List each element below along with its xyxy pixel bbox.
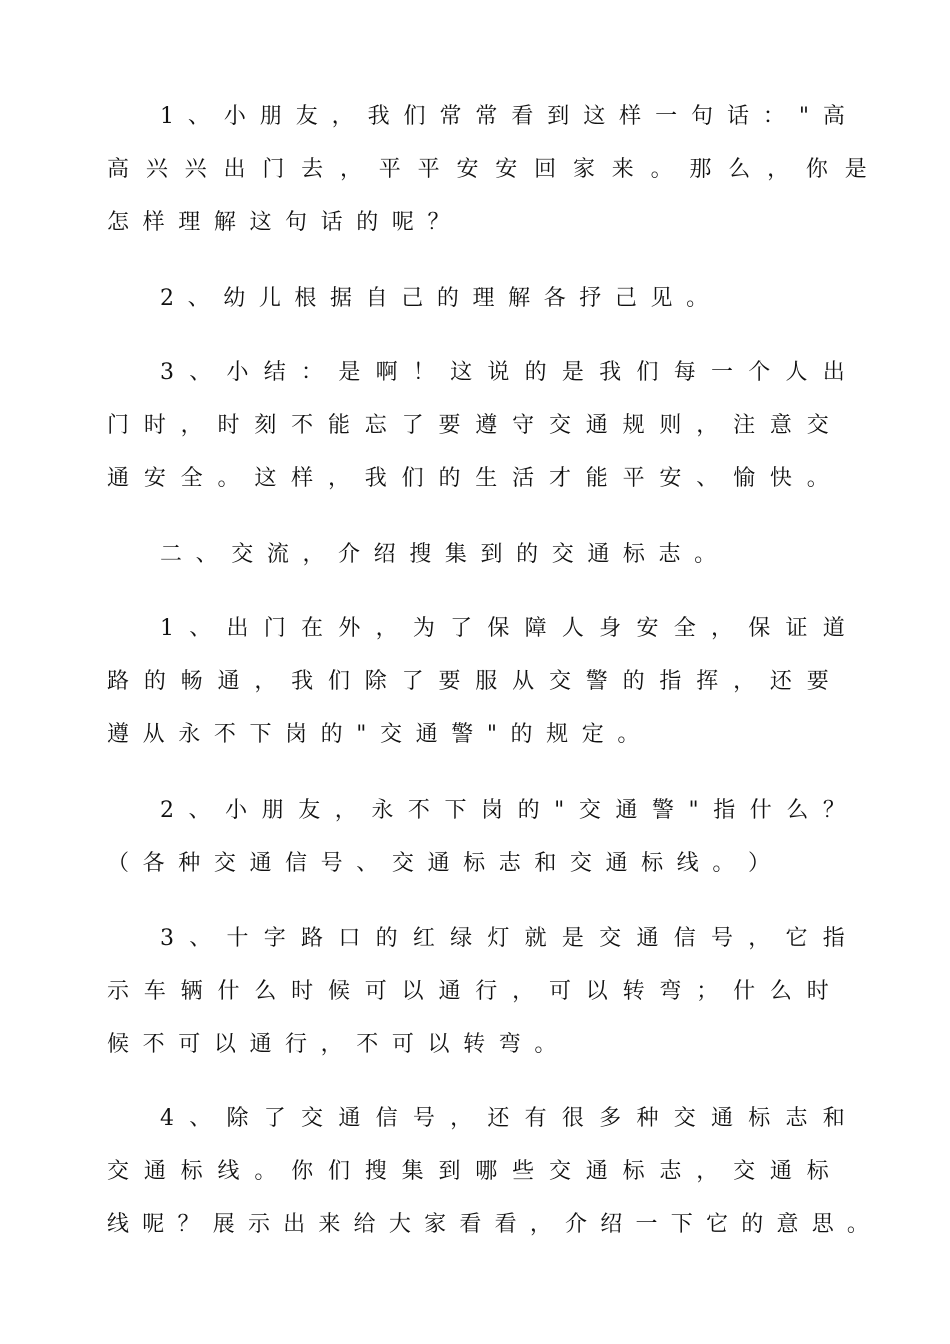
paragraph-1-line-2: 高 兴 兴 出 门 去 ， 平 平 安 安 回 家 来 。 那 么 ， 你 是	[107, 157, 867, 182]
paragraph-2-line-1: 2 、 幼 儿 根 据 自 己 的 理 解 各 抒 己 见 。	[160, 286, 709, 311]
section-heading-2: 二 、 交 流 ， 介 绍 搜 集 到 的 交 通 标 志 。	[160, 542, 717, 567]
paragraph-6-line-2: （ 各 种 交 通 信 号 、 交 通 标 志 和 交 通 标 线 。 ）	[107, 851, 770, 876]
paragraph-3-line-3: 通 安 全 。 这 样 ， 我 们 的 生 活 才 能 平 安 、 愉 快 。	[107, 466, 829, 491]
paragraph-3-line-2: 门 时 ， 时 刻 不 能 忘 了 要 遵 守 交 通 规 则 ， 注 意 交	[107, 413, 829, 438]
paragraph-8-line-2: 交 通 标 线 。 你 们 搜 集 到 哪 些 交 通 标 志 ， 交 通 标	[107, 1159, 829, 1184]
paragraph-7-line-2: 示 车 辆 什 么 时 候 可 以 通 行 ， 可 以 转 弯 ； 什 么 时	[107, 979, 829, 1004]
paragraph-3-line-1: 3 、 小 结 ： 是 啊 ！ 这 说 的 是 我 们 每 一 个 人 出	[160, 360, 845, 385]
paragraph-8-line-1: 4 、 除 了 交 通 信 号 ， 还 有 很 多 种 交 通 标 志 和	[160, 1106, 845, 1131]
paragraph-7-line-1: 3 、 十 字 路 口 的 红 绿 灯 就 是 交 通 信 号 ， 它 指	[160, 926, 845, 951]
paragraph-8-line-3: 线 呢 ？ 展 示 出 来 给 大 家 看 看 ， 介 绍 一 下 它 的 意 思 。	[107, 1212, 869, 1237]
paragraph-5-line-1: 1 、 出 门 在 外 ， 为 了 保 障 人 身 安 全 ， 保 证 道	[160, 616, 845, 641]
paragraph-5-line-2: 路 的 畅 通 ， 我 们 除 了 要 服 从 交 警 的 指 挥 ， 还 要	[107, 669, 829, 694]
paragraph-6-line-1: 2 、 小 朋 友 ， 永 不 下 岗 的 " 交 通 警 " 指 什 么 ？	[160, 798, 845, 823]
paragraph-1-line-3: 怎 样 理 解 这 句 话 的 呢 ？	[107, 210, 450, 235]
paragraph-1-line-1: 1 、 小 朋 友 ， 我 们 常 常 看 到 这 样 一 句 话 ： " 高	[160, 104, 845, 129]
paragraph-7-line-3: 候 不 可 以 通 行 ， 不 可 以 转 弯 。	[107, 1032, 557, 1057]
paragraph-5-line-3: 遵 从 永 不 下 岗 的 " 交 通 警 " 的 规 定 。	[107, 722, 640, 747]
